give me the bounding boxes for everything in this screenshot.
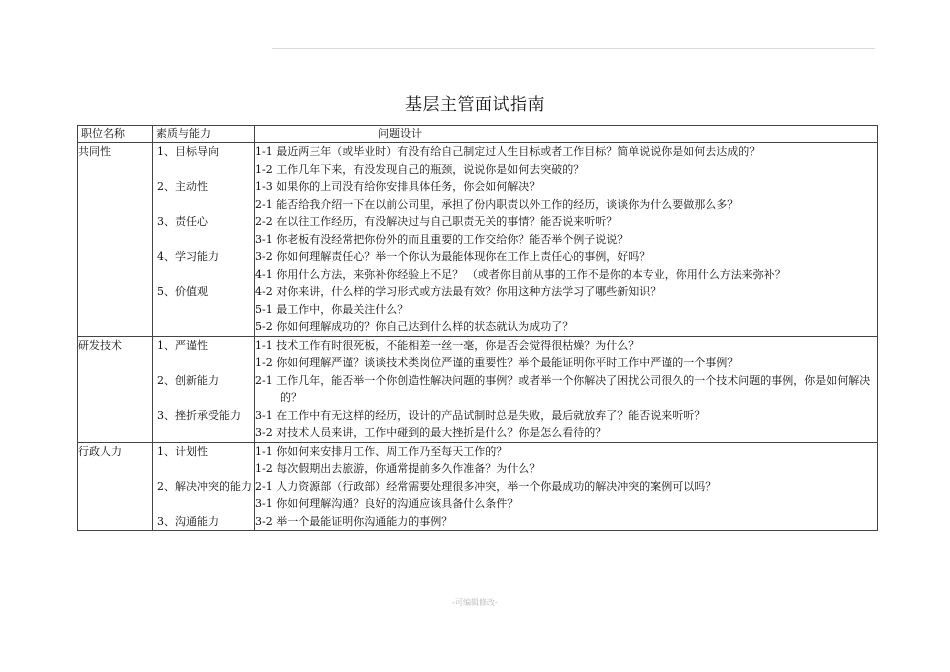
competency-item: 1、严谨性 xyxy=(157,338,208,352)
competency-item: 2、创新能力 xyxy=(157,373,219,387)
question-item: 3-1 在工作中有无这样的经历，设计的产品试制时总是失败，最后就放弃了？能否说来听听？ xyxy=(255,408,706,422)
question-item: 5-2 你如何理解成功的？你自己达到什么样的状态就认为成功了？ xyxy=(255,320,574,333)
competency-spacer xyxy=(153,460,254,478)
question-item: 4-1 你用什么方法，来弥补你经验上不足？ （或者你目前从事的工作不是你的本专业，你用什么方法来弥补？ xyxy=(255,267,786,281)
competency-item: 5、价值观 xyxy=(157,285,208,298)
competency-spacer xyxy=(153,266,254,284)
competency-spacer xyxy=(153,231,254,249)
competency-list xyxy=(153,143,255,337)
header-questions: 问题设计 xyxy=(255,126,878,143)
question-item: 5-1 最工作中，你最关注什么？ xyxy=(255,302,409,316)
competency-spacer xyxy=(153,161,254,179)
question-item: 1-1 技术工作有时很死板，不能相差一丝一毫，你是否会觉得很枯燥？为什么？ xyxy=(255,338,640,352)
question-item: 3-2 对技术人员来讲，工作中碰到的最大挫折是什么？你是怎么看待的？ xyxy=(255,426,607,439)
question-item: 3-1 你如何理解沟通？良好的沟通应该具备什么条件？ xyxy=(255,497,519,510)
table-body xyxy=(78,143,878,531)
header-rule xyxy=(272,48,875,49)
competency-item: 1、目标导向 xyxy=(157,145,219,158)
question-item: 2-1 能否给我介绍一下在以前公司里，承担了份内职责以外工作的经历，谈谈你为什么要做那么多？ xyxy=(255,197,739,211)
question-list xyxy=(255,143,878,337)
question-item: 3-2 举一个最能证明你沟通能力的事例？ xyxy=(255,514,453,528)
section-row xyxy=(78,336,878,442)
competency-list xyxy=(153,336,255,442)
competency-spacer xyxy=(153,495,254,513)
position-name: 研发技术 xyxy=(78,336,153,442)
footer-note: -可编辑修改- xyxy=(452,598,498,607)
question-item: 1-2 每次假期出去旅游，你通常提前多久作准备？为什么？ xyxy=(255,462,541,475)
competency-list xyxy=(153,442,255,531)
position-name: 共同性 xyxy=(78,143,153,337)
competency-item: 3、沟通能力 xyxy=(157,514,219,528)
competency-item: 2、主动性 xyxy=(157,180,208,193)
competency-spacer xyxy=(153,196,254,214)
competency-spacer xyxy=(153,354,254,372)
question-item: 1-2 你如何理解严谨？谈谈技术类岗位严谨的重要性？举个最能证明你平时工作中严谨的一个事例？ xyxy=(255,356,739,369)
competency-spacer xyxy=(153,389,254,407)
competency-item: 4、学习能力 xyxy=(157,250,219,263)
question-item: 2-2 在以往工作经历，有没解决过与自己职责无关的事情？能否说来听听？ xyxy=(255,215,618,228)
question-item: 1-1 最近两三年（或毕业时）有没有给自己制定过人生目标或者工作目标？简单说说你是如何去达成的？ xyxy=(255,145,761,158)
competency-item: 3、挫折承受能力 xyxy=(157,408,241,422)
table-header-row xyxy=(78,126,878,143)
competency-item: 1、计划性 xyxy=(157,444,208,458)
question-item: 1-2 工作几年下来，有没发现自己的瓶颈，说说你是如何去突破的？ xyxy=(255,162,585,176)
competency-item: 3、责任心 xyxy=(157,215,208,228)
question-item: 3-2 你如何理解责任心？举一个你认为最能体现你在工作上责任心的事例，好吗？ xyxy=(255,250,651,263)
question-list xyxy=(255,336,878,442)
question-item: 2-1 人力资源部（行政部）经常需要处理很多冲突，举一个你最成功的解决冲突的案例可以吗？ xyxy=(255,479,717,493)
question-item: 1-3 如果你的上司没有给你安排具体任务，你会如何解决？ xyxy=(255,180,541,193)
page-title: 基层主管面试指南 xyxy=(405,95,545,115)
position-name: 行政人力 xyxy=(78,442,153,531)
question-list xyxy=(255,442,878,531)
header-position: 职位名称 xyxy=(78,126,153,143)
section-row xyxy=(78,442,878,531)
question-item: 4-2 对你来讲，什么样的学习形式或方法最有效？你用这种方法学习了哪些新知识？ xyxy=(255,285,662,298)
question-item: 3-1 你老板有没经常把你份外的而且重要的工作交给你？能否举个例子说说？ xyxy=(255,232,629,246)
section-row xyxy=(78,143,878,337)
interview-guide-table xyxy=(77,125,878,531)
competency-item: 2、解决冲突的能力 xyxy=(157,479,252,493)
header-competency: 素质与能力 xyxy=(153,126,255,143)
question-item: 1-1 你如何来安排月工作、周工作乃至每天工作的？ xyxy=(255,444,508,458)
question-item: 2-1 工作几年，能否举一个你创造性解决问题的事例？或者举一个你解决了困扰公司很久的一个技术问题的事例，你是如何解决的？ xyxy=(255,373,871,404)
